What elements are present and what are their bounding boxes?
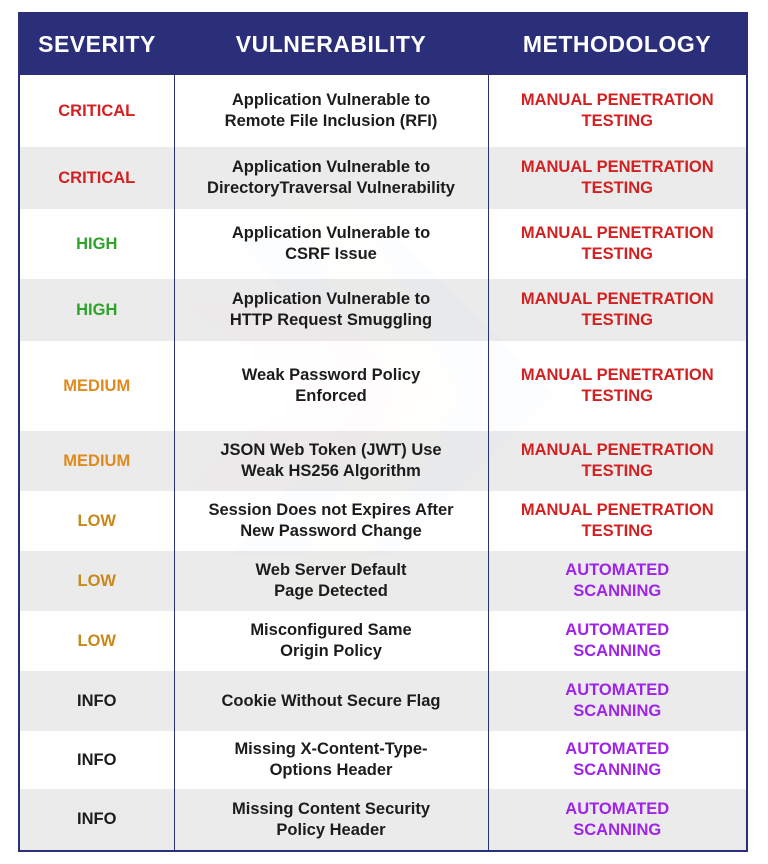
vulnerability-cell: Application Vulnerable to HTTP Request Smuggling	[174, 279, 488, 341]
severity-cell: INFO	[20, 671, 174, 731]
vulnerability-cell: Weak Password Policy Enforced	[174, 341, 488, 431]
severity-cell: MEDIUM	[20, 431, 174, 491]
severity-cell: INFO	[20, 789, 174, 850]
vulnerability-cell: Application Vulnerable to CSRF Issue	[174, 209, 488, 279]
header-vulnerability: VULNERABILITY	[235, 31, 427, 57]
vulnerability-table-frame	[18, 12, 748, 852]
vulnerability-cell: Application Vulnerable to Remote File Inclusion (RFI)	[174, 75, 488, 147]
table-row	[20, 611, 746, 671]
methodology-cell: MANUAL PENETRATION TESTING	[520, 366, 714, 405]
vulnerability-cell: Misconfigured Same Origin Policy	[174, 611, 488, 671]
table-row	[20, 341, 746, 431]
methodology-cell: AUTOMATED SCANNING	[565, 681, 670, 720]
vulnerability-cell: Cookie Without Secure Flag	[174, 671, 488, 731]
severity-cell: LOW	[20, 611, 174, 671]
severity-cell: LOW	[20, 551, 174, 611]
methodology-cell: MANUAL PENETRATION TESTING	[520, 501, 714, 540]
vulnerability-table	[20, 14, 746, 850]
severity-cell: LOW	[20, 491, 174, 551]
table-row	[20, 731, 746, 789]
table-body	[20, 75, 746, 850]
header-methodology: METHODOLOGY	[522, 31, 712, 57]
methodology-cell: MANUAL PENETRATION TESTING	[520, 224, 714, 263]
methodology-cell: AUTOMATED SCANNING	[565, 621, 670, 660]
methodology-cell: AUTOMATED SCANNING	[565, 740, 670, 779]
severity-cell: HIGH	[20, 209, 174, 279]
table-row	[20, 789, 746, 850]
methodology-cell: AUTOMATED SCANNING	[565, 561, 670, 600]
methodology-cell: MANUAL PENETRATION TESTING	[520, 441, 714, 480]
vulnerability-cell: Application Vulnerable to DirectoryTraversal Vulnerability	[174, 147, 488, 209]
table-row	[20, 75, 746, 147]
table-row	[20, 491, 746, 551]
table-row	[20, 279, 746, 341]
methodology-cell: MANUAL PENETRATION TESTING	[520, 290, 714, 329]
table-row	[20, 147, 746, 209]
table-row	[20, 551, 746, 611]
vulnerability-cell: Session Does not Expires After New Password Change	[174, 491, 488, 551]
vulnerability-cell: JSON Web Token (JWT) Use Weak HS256 Algorithm	[174, 431, 488, 491]
severity-cell: INFO	[20, 731, 174, 789]
severity-cell: CRITICAL	[20, 147, 174, 209]
header-severity: SEVERITY	[38, 31, 156, 57]
methodology-cell: AUTOMATED SCANNING	[565, 799, 670, 839]
severity-cell: HIGH	[20, 279, 174, 341]
table-row	[20, 671, 746, 731]
severity-cell: CRITICAL	[20, 75, 174, 147]
methodology-cell: MANUAL PENETRATION TESTING	[520, 91, 714, 130]
vulnerability-cell: Missing X-Content-Type- Options Header	[174, 731, 488, 789]
vulnerability-cell: Missing Content Security Policy Header	[174, 789, 488, 850]
severity-cell: MEDIUM	[20, 341, 174, 431]
table-header-row	[20, 14, 746, 75]
methodology-cell: MANUAL PENETRATION TESTING	[520, 158, 714, 197]
vulnerability-cell: Web Server Default Page Detected	[174, 551, 488, 611]
table-row	[20, 431, 746, 491]
table-row	[20, 209, 746, 279]
